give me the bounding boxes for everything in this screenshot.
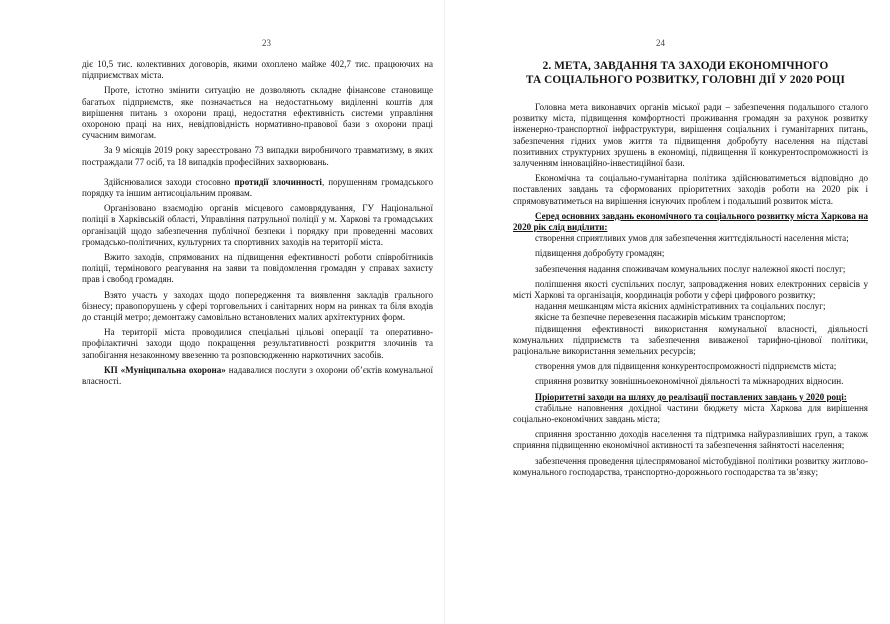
measure-item: сприяння зростанню доходів населення та підтримка найуразливіших груп, а також сприяння підвищенню економічної активності та забезпечення зайнятості населення;: [513, 429, 868, 451]
task-item: підвищення добробуту громадян;: [535, 248, 665, 259]
task-item: надання мешканцям міста якісних адміністративних та соціальних послуг;: [535, 301, 826, 312]
right-page: [445, 0, 890, 624]
paragraph-policy: Економічна та соціально-гуманітарна політика здійснюватиметься відповідно до поставлених завдань та сформованих пріоритетних заходів роботи на 2020 рік і спрямовуватиметься на вирішення існуючих проблем і подальший розвиток міста.: [513, 173, 868, 206]
task-item: якісне та безпечне перевезення пасажирів міським транспортом;: [535, 312, 786, 323]
guard-text-bold: КП «Муніципальна охорона»: [104, 364, 226, 375]
page-number-right: 24: [656, 38, 665, 48]
crime-text-after: , порушенням громадського порядку та іншим антисоціальним проявам.: [82, 176, 433, 199]
section-heading-line-2: ТА СОЦІАЛЬНОГО РОЗВИТКУ, ГОЛОВНІ ДІЇ У 2020 РОЦІ: [525, 74, 846, 86]
task-item: підвищення ефективності використання комунальної власності, діяльності комунальних підприємств та забезпечення виваженої тарифно-цінової політики, раціональне використання земельних ресурсів;: [513, 323, 868, 357]
paragraph-special-operations: На території міста проводилися спеціальні цільові операції та оперативно-профілактичні заходи щодо покращення результативності розкриття злочинів та запобігання незаконному ввезенню та розповсюдженню наркотичних засобів.: [82, 327, 433, 360]
measures-heading: Пріоритетні заходи на шляху до реалізації поставлених завдань у 2020 році:: [535, 391, 847, 402]
paragraph-police-efficiency: Вжито заходів, спрямованих на підвищення ефективності роботи співробітників поліції, термінового реагування на заяви та повідомлення громадян у справах захисту прав і свобод громадян.: [82, 252, 433, 285]
paragraph-municipal-guard: [82, 365, 433, 387]
measure-item: забезпечення проведення цілеспрямованої містобудівної політики розвитку житлово-комунального господарства, транспортно-дорожнього господарства та зв’язку;: [513, 455, 868, 477]
crime-text-before: Здійснювалися заходи стосовно: [104, 176, 235, 187]
paragraph-crime-prevention: [82, 177, 433, 199]
paragraph-agreements: діє 10,5 тис. колективних договорів, якими охоплено майже 402,7 тис. працюючих на підприємствах міста.: [82, 59, 433, 81]
task-item: забезпечення надання споживачам комунальних послуг належної якості послуг;: [535, 263, 846, 274]
task-item: сприяння розвитку зовнішньоекономічної діяльності та міжнародних відносин.: [535, 376, 844, 387]
paragraph-financial-situation: Проте, істотно змінити ситуацію не дозволяють складне фінансове становище багатьох підприємств, яке позначається на недостатньому виділенні коштів для вирішення питань з охорони праці, недостатня ефективність системи управління охороною праці на них, невідповідність нормативно-правової бази з охорони праці сучасним вимогам.: [82, 85, 433, 141]
paragraph-cooperation: Організовано взаємодію органів місцевого самоврядування, ГУ Національної поліції в Харківській області, Управління патрульної поліції у м. Харкові та громадських організацій щодо забезпечення публічної безпеки і порядку при проведенні масових громадсько-політичних, культурних та спортивних заходів на території міста.: [82, 203, 433, 247]
task-item: поліпшення якості суспільних послуг, запровадження нових електронних сервісів у місті Харкові та організація, координація роботи у сфері цифрового розвитку;: [513, 278, 868, 301]
section-heading-line-1: 2. МЕТА, ЗАВДАННЯ ТА ЗАХОДИ ЕКОНОМІЧНОГО: [542, 60, 829, 72]
paragraph-main-goal: Головна мета виконавчих органів міської ради – забезпечення подальшого сталого розвитку міста, підвищення комфортності проживання громадян за рахунок розвитку інженерно-транспортної інфраструктури, вирішення соціальних і гуманітарних питань, забезпечення гідних умов життя та підвищення добробуту населення на підставі позитивних структурних зрушень в економіці, підвищення її конкурентоспроможності із залученням інноваційно-інвестиційної бази.: [513, 102, 868, 169]
crime-text-bold: протидії злочинності: [234, 176, 322, 187]
task-item: створення сприятливих умов для забезпечення життєдіяльності населення міста;: [535, 233, 849, 244]
tasks-heading: Серед основних завдань економічного та соціального розвитку міста Харкова на 2020 рік слід виділити:: [513, 210, 868, 233]
measure-item: стабільне наповнення дохідної частини бюджету міста Харкова для вирішення соціально-економічних завдань міста;: [513, 402, 868, 425]
guard-text-after: надавалися послуги з охорони об’єктів комунальної власності.: [82, 364, 433, 387]
task-item: створення умов для підвищення конкурентоспроможності підприємств міста;: [535, 361, 837, 372]
page-number-left: 23: [262, 38, 271, 48]
paragraph-injuries: За 9 місяців 2019 року зареєстровано 73 випадки виробничого травматизму, в яких постраждали 77 осіб, та 18 випадків професійних захворювань.: [82, 145, 433, 167]
section-heading: [503, 59, 868, 87]
paragraph-gambling: Взято участь у заходах щодо попередження та виявлення закладів грального бізнесу; правопорушень у сфері торговельних і санітарних норм на ринках та біля входів до станцій метро; демонтажу самовільно встановлених малих архітектурних форм.: [82, 289, 433, 323]
